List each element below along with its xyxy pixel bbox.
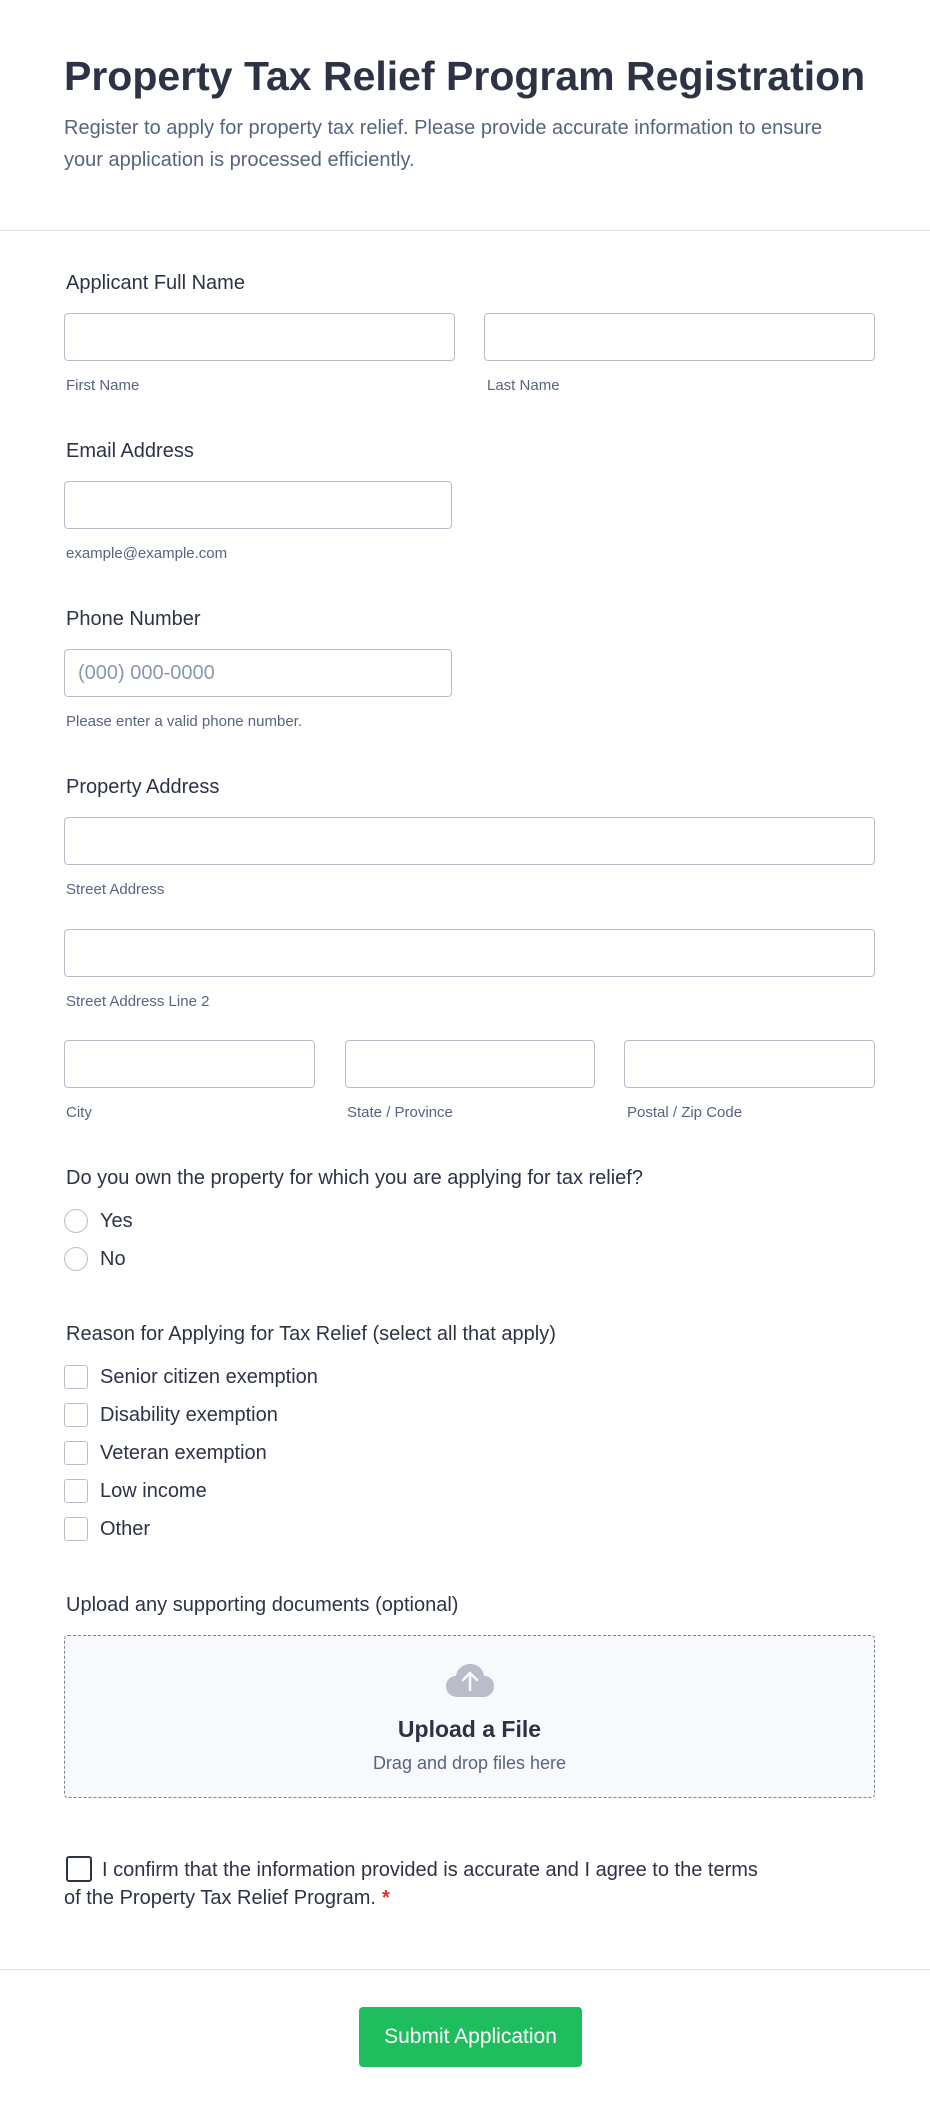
radio-circle[interactable] [64, 1209, 88, 1233]
street-address-line2-sublabel: Street Address Line 2 [66, 993, 210, 1010]
file-upload-dropzone[interactable] [64, 1635, 875, 1798]
city-input[interactable] [64, 1040, 315, 1088]
page-title: Property Tax Relief Program Registration [64, 53, 866, 99]
last-name-sublabel: Last Name [487, 377, 560, 394]
footer-divider [0, 1969, 930, 1970]
checkbox[interactable] [64, 1441, 88, 1465]
reason-label: Reason for Applying for Tax Relief (select all that apply) [66, 1323, 556, 1345]
cloud-upload-icon [65, 1663, 874, 1704]
email-label: Email Address [66, 440, 194, 462]
form-header [0, 0, 930, 231]
upload-subtitle: Drag and drop files here [372, 1753, 567, 1773]
checkbox-label: Low income [100, 1479, 207, 1502]
confirm-terms [64, 1856, 764, 1912]
email-sublabel: example@example.com [66, 545, 228, 562]
required-mark: * [382, 1887, 390, 1909]
confirm-checkbox[interactable] [66, 1856, 92, 1882]
radio-yes[interactable] [64, 1209, 133, 1233]
phone-sublabel: Please enter a valid phone number. [66, 713, 302, 730]
own-property-label: Do you own the property for which you are applying for tax relief? [66, 1167, 643, 1189]
checkbox[interactable] [64, 1403, 88, 1427]
page-subtitle: Register to apply for property tax relief. Please provide accurate information to ensure your application is processed efficiently. [64, 117, 823, 171]
phone-label: Phone Number [66, 608, 201, 630]
checkbox-senior[interactable] [64, 1365, 318, 1389]
full-name-label: Applicant Full Name [66, 272, 245, 294]
first-name-sublabel: First Name [66, 377, 140, 394]
checkbox-label: Other [100, 1517, 151, 1540]
checkbox-disability[interactable] [64, 1403, 278, 1427]
confirm-text: I confirm that the information provided is accurate and I agree to the terms of the Property Tax Relief Program. [64, 1859, 758, 1909]
upload-label: Upload any supporting documents (optional) [66, 1594, 459, 1616]
radio-circle[interactable] [64, 1247, 88, 1271]
checkbox[interactable] [64, 1365, 88, 1389]
checkbox-low-income[interactable] [64, 1479, 207, 1503]
submit-button[interactable]: Submit Application [359, 2007, 582, 2067]
radio-label: No [100, 1247, 126, 1270]
phone-input[interactable] [64, 649, 452, 697]
radio-no[interactable] [64, 1247, 126, 1271]
checkbox-veteran[interactable] [64, 1441, 267, 1465]
address-label: Property Address [66, 776, 220, 798]
street-address-input[interactable] [64, 817, 875, 865]
first-name-input[interactable] [64, 313, 455, 361]
checkbox[interactable] [64, 1517, 88, 1541]
state-input[interactable] [345, 1040, 595, 1088]
checkbox-other[interactable] [64, 1517, 150, 1541]
checkbox[interactable] [64, 1479, 88, 1503]
upload-title: Upload a File [397, 1716, 542, 1742]
checkbox-label: Senior citizen exemption [100, 1365, 318, 1388]
email-input[interactable] [64, 481, 452, 529]
radio-label: Yes [100, 1209, 133, 1232]
street-address-sublabel: Street Address [66, 881, 165, 898]
last-name-input[interactable] [484, 313, 875, 361]
checkbox-label: Veteran exemption [100, 1441, 267, 1464]
checkbox-label: Disability exemption [100, 1403, 278, 1426]
zip-input[interactable] [624, 1040, 875, 1088]
city-sublabel: City [66, 1104, 92, 1121]
zip-sublabel: Postal / Zip Code [627, 1104, 743, 1121]
state-sublabel: State / Province [347, 1104, 453, 1121]
street-address-line2-input[interactable] [64, 929, 875, 977]
